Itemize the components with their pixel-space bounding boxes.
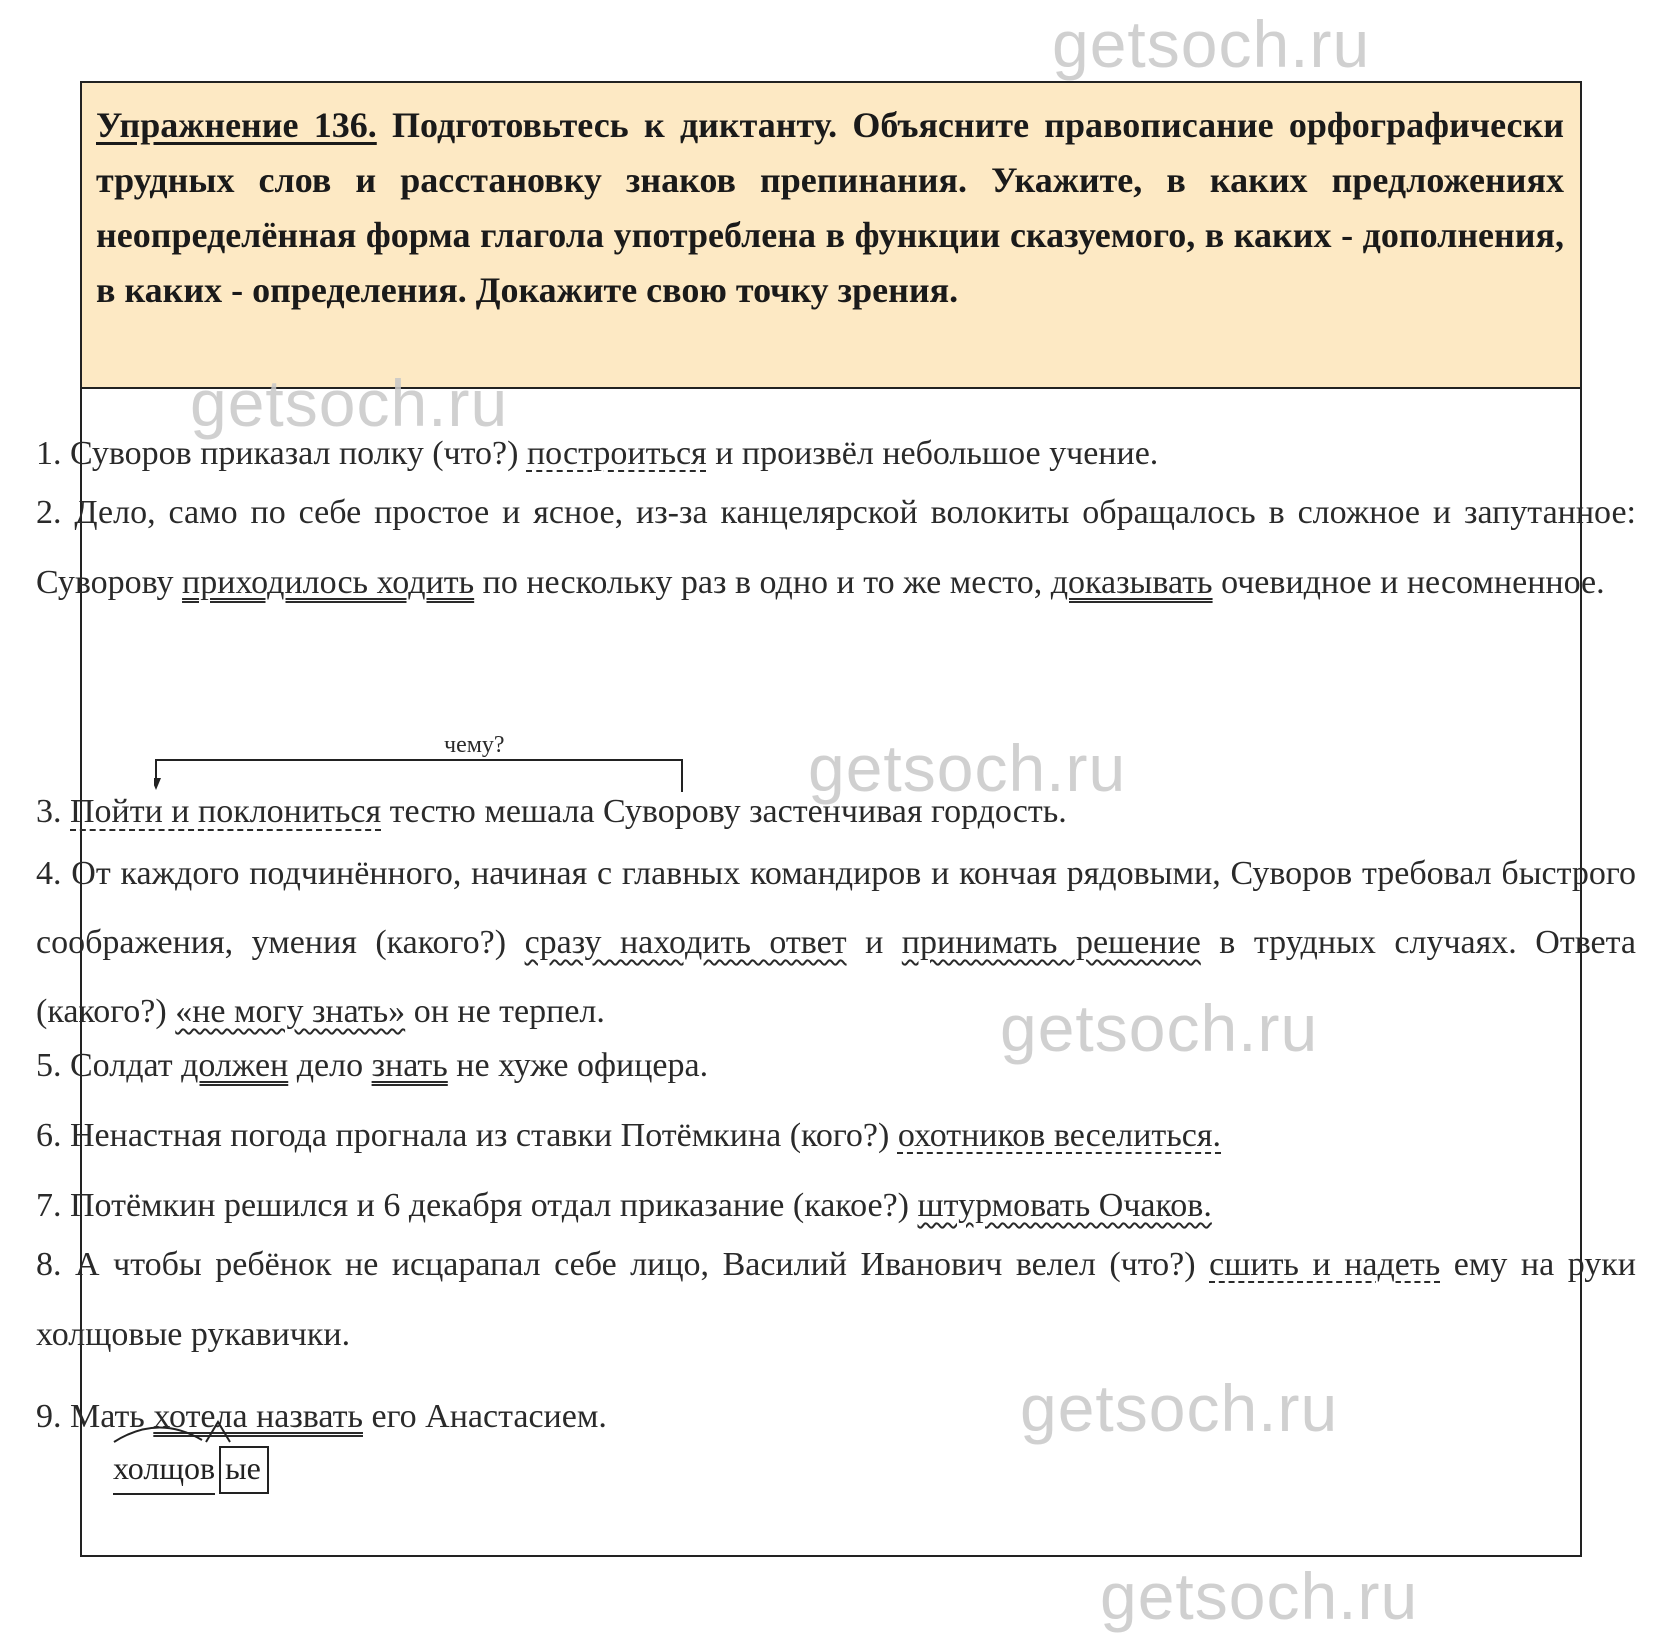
sentence-3-text: 3. — [36, 793, 70, 830]
sentence-4-text: 4. От каждого подчинённого, начиная с главных командиров и кончая рядовыми, Суворов требовал быстрого соображения, умения (какого?) — [36, 855, 1636, 961]
infinitive-attribute: сразу находить ответ — [524, 924, 847, 961]
predicate: знать — [371, 1047, 448, 1084]
sentence-4-text: в трудных случаях. Ответа (какого?) — [36, 924, 1637, 1030]
infinitive-object: построиться — [526, 435, 707, 472]
word-base: холщов — [113, 1450, 215, 1495]
sentence-5-text: не хуже офицера. — [447, 1047, 709, 1084]
sentence-4 — [36, 839, 1636, 1046]
infinitive-object: сшить и надеть — [1209, 1246, 1441, 1283]
sentence-6-text: 6. Ненастная погода прогнала из ставки Потёмкина (кого?) — [36, 1117, 898, 1154]
watermark: getsoch.ru — [1020, 1371, 1339, 1445]
morpheme-parse — [113, 1446, 269, 1495]
watermark: getsoch.ru — [1052, 7, 1371, 81]
infinitive-attribute: «не могу знать» — [175, 993, 406, 1030]
sentence-3 — [36, 788, 1636, 836]
sentence-8-text: ему на руки холщовые рукавички. — [36, 1246, 1636, 1353]
sentence-1-text: и произвёл небольшое учение. — [706, 435, 1159, 472]
sentence-1-text: 1. Суворов приказал полку (что?) — [36, 435, 527, 472]
exercise-label: Упражнение 136. — [96, 105, 377, 145]
sentence-2-text: 2. Дело, само по себе простое и ясное, из-за канцелярской волокиты обращалось в сложное и запутанное: Суворову — [36, 494, 1636, 601]
watermark: getsoch.ru — [1000, 991, 1319, 1065]
predicate: должен — [181, 1047, 289, 1084]
bracket-arrow-icon — [154, 740, 684, 792]
sentence-7-text: 7. Потёмкин решился и 6 декабря отдал приказание (какое?) — [36, 1187, 918, 1224]
sentence-9 — [36, 1393, 1636, 1441]
predicate: хотела назвать — [153, 1398, 363, 1435]
predicate: приходилось ходить — [182, 564, 475, 601]
question-bracket — [154, 732, 684, 792]
task-text: Подготовьтесь к диктанту. Объясните правописание орфографически трудных слов и расстановку знаков препинания. Укажите, в каких предложениях неопределённая форма глагола употреблена в функции сказуемого, в каких - дополнения, в каких - определения. Докажите свою точку зрения. — [96, 105, 1564, 310]
task-box — [82, 83, 1580, 389]
predicate: доказывать — [1050, 564, 1213, 601]
infinitive-attribute: штурмовать Очаков. — [917, 1187, 1212, 1224]
sentence-4-text: он не терпел. — [405, 993, 605, 1030]
sentence-7 — [36, 1182, 1636, 1230]
morpheme-marks-icon — [110, 1412, 250, 1446]
sentence-1 — [36, 430, 1636, 478]
sentence-6 — [36, 1112, 1636, 1160]
sentence-8-text: 8. А чтобы ребёнок не исцарапал себе лицо, Василий Иванович велел (что?) — [36, 1246, 1210, 1283]
word-ending: ые — [219, 1446, 269, 1494]
sentence-2-text: по нескольку раз в одно и то же место, — [474, 564, 1051, 601]
sentence-5-text: дело — [288, 1047, 372, 1084]
watermark: getsoch.ru — [808, 731, 1127, 805]
infinitive-subject: Пойти и поклониться — [70, 793, 382, 830]
sentence-5 — [36, 1042, 1636, 1090]
sentence-4-text: и — [846, 924, 902, 961]
sentence-2 — [36, 478, 1636, 618]
watermark: getsoch.ru — [1100, 1559, 1419, 1633]
watermark: getsoch.ru — [190, 366, 509, 440]
sentence-9-text: 9. Мать — [36, 1398, 154, 1435]
sentence-9-text: его Анастасием. — [362, 1398, 607, 1435]
infinitive-object: охотников веселиться. — [897, 1117, 1221, 1154]
infinitive-attribute: принимать решение — [901, 924, 1201, 961]
sentence-8 — [36, 1230, 1636, 1370]
question-label: чему? — [444, 732, 505, 758]
sentence-3-text: тестю мешала Суворову застенчивая гордость. — [381, 793, 1067, 830]
sentence-5-text: 5. Солдат — [36, 1047, 182, 1084]
sentence-2-text: очевидное и несомненное. — [1212, 564, 1605, 601]
